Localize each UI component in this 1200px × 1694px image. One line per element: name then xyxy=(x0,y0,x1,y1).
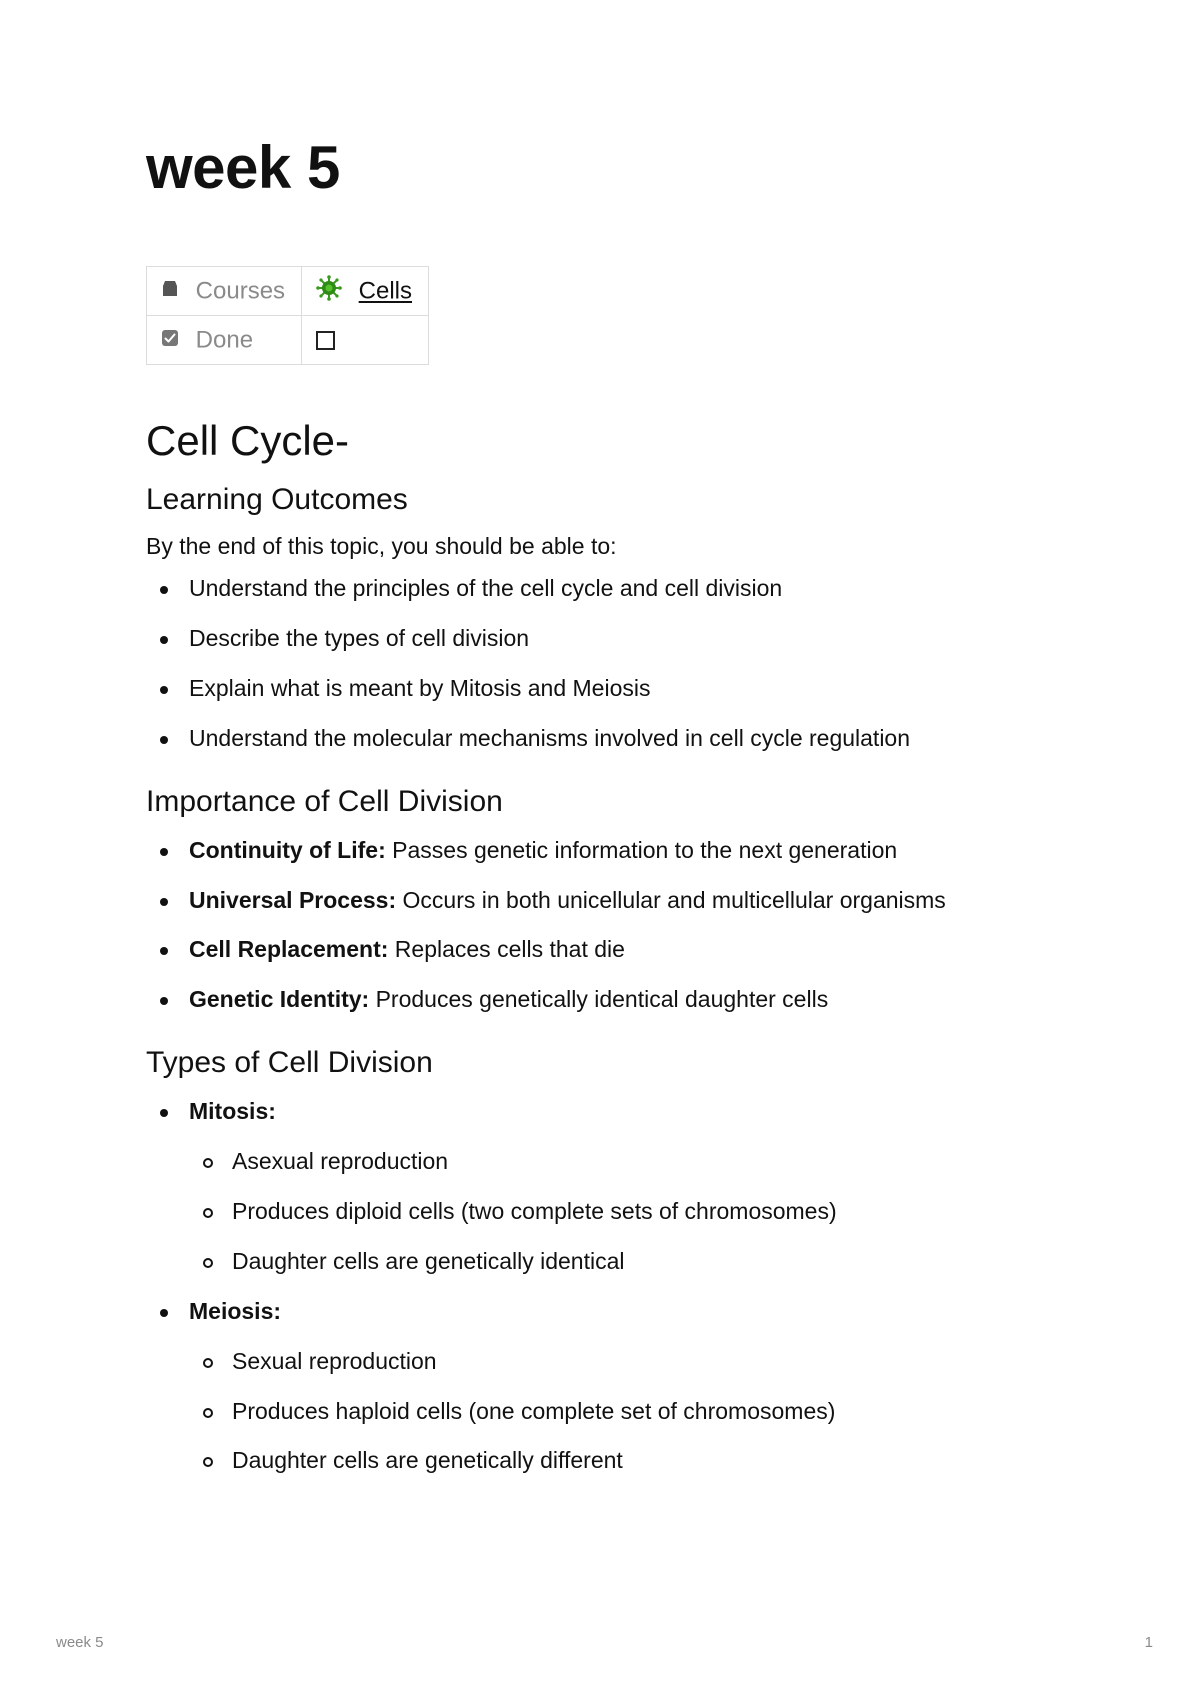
checkbox-icon xyxy=(161,326,179,354)
learning-outcomes-heading: Learning Outcomes xyxy=(146,483,408,517)
footer-title: week 5 xyxy=(56,1634,104,1651)
property-value-done xyxy=(302,316,429,365)
page-content xyxy=(146,418,1106,1476)
archive-icon xyxy=(161,277,179,305)
sub-list-item: Produces diploid cells (two complete sets of chromosomes) xyxy=(189,1197,1106,1227)
sub-list-item: Produces haploid cells (one complete set of chromosomes) xyxy=(189,1397,1106,1427)
property-name-done xyxy=(147,316,302,365)
term-label: Genetic Identity: xyxy=(189,986,370,1013)
term-label: Universal Process: xyxy=(189,886,397,913)
learning-outcomes-list xyxy=(146,574,1106,754)
list-item: Understand the principles of the cell cycle and cell division xyxy=(146,574,1106,604)
list-item: Explain what is meant by Mitosis and Meiosis xyxy=(146,674,1106,704)
term-label: Continuity of Life: xyxy=(189,836,386,863)
list-item xyxy=(146,886,1106,916)
list-item xyxy=(146,935,1106,965)
importance-list xyxy=(146,836,1106,1016)
term-description: Passes genetic information to the next generation xyxy=(385,836,898,863)
meiosis-sublist xyxy=(146,1347,1106,1477)
term-label: Meiosis: xyxy=(189,1297,282,1324)
learning-outcomes-intro: By the end of this topic, you should be able to: xyxy=(146,533,617,560)
done-checkbox[interactable] xyxy=(316,331,335,350)
sub-list-item: Daughter cells are genetically identical xyxy=(189,1247,1106,1277)
property-label-courses: Courses xyxy=(195,277,286,305)
list-item xyxy=(146,985,1106,1015)
term-description: Produces genetically identical daughter cells xyxy=(369,986,829,1013)
list-item xyxy=(146,836,1106,866)
page-number: 1 xyxy=(1144,1634,1153,1651)
term-description: Occurs in both unicellular and multicellular organisms xyxy=(396,886,946,913)
sub-list-item: Daughter cells are genetically different xyxy=(189,1446,1106,1476)
term-label: Cell Replacement: xyxy=(189,936,389,963)
mitosis-sublist xyxy=(146,1147,1106,1277)
cells-link[interactable]: Cells xyxy=(358,277,413,304)
property-label-done: Done xyxy=(195,326,254,354)
list-item-meiosis xyxy=(146,1297,1106,1477)
section-title: Cell Cycle- xyxy=(146,417,350,464)
importance-heading: Importance of Cell Division xyxy=(146,784,503,818)
list-item: Understand the molecular mechanisms involved in cell cycle regulation xyxy=(146,724,1106,754)
term-description: Replaces cells that die xyxy=(388,936,625,963)
list-item-mitosis xyxy=(146,1097,1106,1277)
types-list xyxy=(146,1097,1106,1476)
sub-list-item: Sexual reproduction xyxy=(189,1347,1106,1377)
property-name-courses xyxy=(147,267,302,316)
property-value-courses[interactable] xyxy=(302,267,429,316)
list-item: Describe the types of cell division xyxy=(146,624,1106,654)
property-row-done xyxy=(147,316,429,365)
term-label: Mitosis: xyxy=(189,1098,276,1125)
page-title: week 5 xyxy=(146,134,340,201)
types-heading: Types of Cell Division xyxy=(146,1046,433,1080)
property-row-courses xyxy=(147,267,429,316)
properties-table xyxy=(146,266,429,365)
sub-list-item: Asexual reproduction xyxy=(189,1147,1106,1177)
virus-icon xyxy=(316,275,342,308)
